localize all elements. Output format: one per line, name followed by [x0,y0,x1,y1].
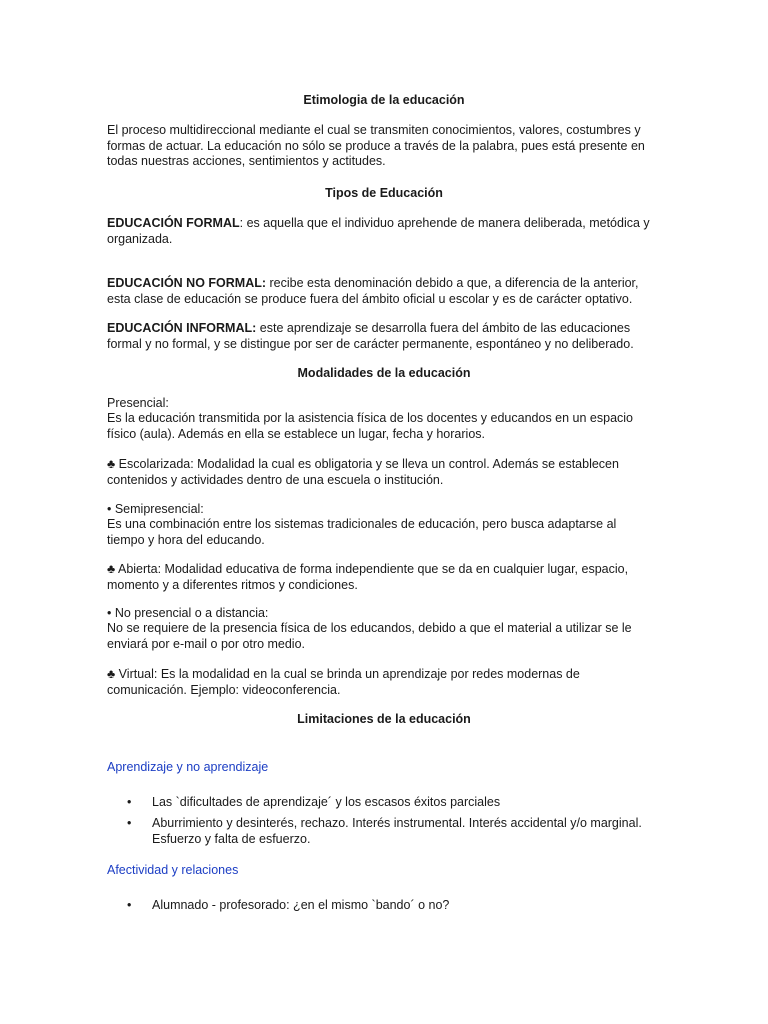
paragraph-escolarizada: ♣ Escolarizada: Modalidad la cual es obligatoria y se lleva un control. Además se establecen contenidos y actividades dentro de una escuela o institución. [107,457,619,487]
paragraph-educacion-no-formal [107,276,652,307]
term-educacion-no-formal: EDUCACIÓN NO FORMAL: [107,276,267,290]
bullet-icon: • [127,795,132,809]
list-item-text: Las `dificultades de aprendizaje´ y los escasos éxitos parciales [152,795,501,809]
label-presencial: Presencial: [107,396,169,410]
label-distancia: • No presencial o a distancia: [107,606,269,620]
label-semipresencial: • Semipresencial: [107,502,204,516]
paragraph-educacion-formal [107,216,652,247]
paragraph-distancia: No se requiere de la presencia física de los educandos, debido a que el material a utilizar se le enviará por e-mail o por otro medio. [107,621,632,651]
paragraph-etimologia: El proceso multidireccional mediante el cual se transmiten conocimientos, valores, costumbres y formas de actuar. La educación no sólo se produce a través de la palabra, pues está presente en todas nuestras acciones, sentimientos y actitudes. [107,123,645,168]
list-item-text: Alumnado - profesorado: ¿en el mismo `bando´ o no? [152,898,450,912]
heading-tipos: Tipos de Educación [325,186,443,200]
bullet-icon: • [127,898,132,912]
term-educacion-informal: EDUCACIÓN INFORMAL: [107,321,257,335]
heading-modalidades: Modalidades de la educación [297,366,471,380]
heading-etimologia: Etimologia de la educación [303,93,465,107]
bullet-icon: • [127,816,132,830]
term-educacion-formal: EDUCACIÓN FORMAL [107,216,240,230]
heading-limitaciones: Limitaciones de la educación [297,712,471,726]
list-item-text: Aburrimiento y desinterés, rechazo. Interés instrumental. Interés accidental y/o marginal. Esfuerzo y falta de esfuerzo. [152,816,642,846]
paragraph-virtual: ♣ Virtual: Es la modalidad en la cual se brinda un aprendizaje por redes modernas de comunicación. Ejemplo: videoconferencia. [107,667,580,697]
text-educacion-informal: este aprendizaje se desarrolla fuera del ámbito de las educaciones formal y no formal, y se distingue por ser de carácter permanente, espontáneo y no deliberado. [107,321,634,351]
text-educacion-no-formal: recibe esta denominación debido a que, a diferencia de la anterior, esta clase de educación se produce fuera del ámbito oficial u escolar y es de carácter optativo. [107,276,639,306]
paragraph-abierta: ♣ Abierta: Modalidad educativa de forma independiente que se da en cualquier lugar, espacio, momento y a diferentes ritmos y condiciones. [107,562,629,592]
paragraph-educacion-informal [107,321,652,352]
subheading-afectividad: Afectividad y relaciones [107,863,239,877]
subheading-aprendizaje: Aprendizaje y no aprendizaje [107,760,269,774]
paragraph-semipresencial: Es una combinación entre los sistemas tradicionales de educación, pero busca adaptarse al tiempo y hora del educando. [107,517,617,547]
paragraph-presencial: Es la educación transmitida por la asistencia física de los docentes y educandos en un espacio físico (aula). Además en ella se establece un lugar, fecha y horarios. [107,411,634,441]
text-educacion-formal: : es aquella que el individuo aprehende de manera deliberada, metódica y organizada. [107,216,650,246]
